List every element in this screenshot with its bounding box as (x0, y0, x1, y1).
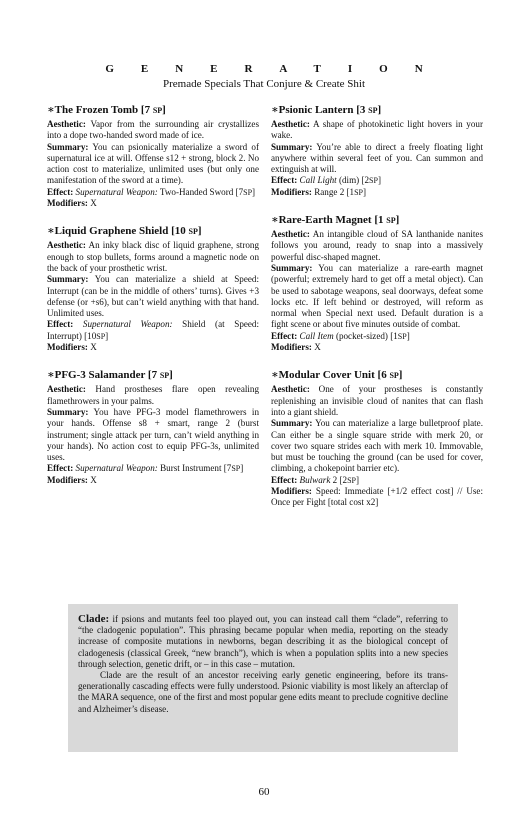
entry-title: ∗The Frozen Tomb [7 SP] (47, 104, 166, 116)
modifiers-text: X (314, 342, 321, 353)
modifiers-text: X (90, 198, 97, 209)
sidebar-paragraph (78, 670, 448, 715)
aesthetic-text: Vapor from the surrounding air crystallizes into a dope two-handed sword made of ice. (47, 119, 259, 141)
page-header (0, 63, 528, 91)
sp-unit: SP (386, 216, 396, 226)
effect-italic: Call Item (299, 330, 334, 341)
sp-unit: SP (389, 371, 399, 381)
sp-unit: SP (354, 187, 364, 197)
effect-field (271, 475, 483, 486)
bullet: ∗ (271, 214, 279, 227)
aesthetic-text: An inky black disc of liquid graphene, strong enough to stop bullets, forms around a magnetic node on the back of your prosthetic wrist. (47, 240, 259, 273)
aesthetic-label: Aesthetic: (47, 240, 86, 251)
aesthetic-label: Aesthetic: (271, 229, 310, 240)
effect-field (271, 331, 483, 342)
chapter-title: GENERATION (105, 63, 450, 75)
modifiers-label: Modifiers: (47, 474, 88, 485)
effect-field (47, 319, 259, 342)
modifiers-field (47, 198, 259, 209)
aesthetic-label: Aesthetic: (271, 384, 310, 395)
bullet: ∗ (271, 104, 279, 116)
modifiers-field (271, 187, 483, 198)
effect-field (271, 175, 483, 186)
summary-text: You can materialize a large bulletproof plate. Can either be a single square stride with merk 20, or cover two square strides each with merk 10. Immovable, but must be touching the ground (can be used for cover, climbing, a chokepoint barrier etc). (271, 418, 483, 474)
aesthetic-field (47, 384, 259, 407)
sp-unit: SP (243, 187, 253, 197)
modifiers-label: Modifiers: (271, 486, 312, 497)
effect-end: ] (377, 175, 381, 186)
modifiers-field (47, 475, 259, 486)
modifiers-label: Modifiers: (47, 342, 88, 353)
effect-text: Two-Handed Sword [7 (159, 186, 244, 197)
summary-label: Summary: (271, 262, 313, 273)
entry-title: ∗Modular Cover Unit [6 SP] (271, 369, 403, 382)
effect-italic: Call Light (299, 175, 337, 186)
effect-label: Effect: (271, 330, 298, 341)
sidebar-paragraph (78, 614, 448, 670)
effect-field (47, 463, 259, 474)
special-entry (271, 369, 483, 508)
bullet: ∗ (47, 104, 55, 116)
summary-field (47, 274, 259, 319)
effect-text: Burst Instrument [7 (160, 463, 232, 474)
modifiers-text: X (90, 474, 97, 485)
effect-label: Effect: (47, 186, 74, 197)
effect-label: Effect: (271, 175, 298, 186)
modifiers-field (271, 486, 483, 509)
effect-italic: Supernatural Weapon: (75, 186, 158, 197)
entry-name: Liquid Graphene Shield (54, 225, 169, 238)
summary-field (47, 407, 259, 463)
sp-unit: SP (397, 331, 407, 341)
left-column (47, 104, 259, 502)
summary-field (47, 142, 259, 187)
entry-cost: 6 (381, 369, 387, 382)
modifiers-label: Modifiers: (271, 186, 312, 197)
right-column (271, 104, 483, 525)
entry-title: ∗PFG-3 Salamander [7 SP] (47, 369, 173, 382)
modifiers-field (47, 342, 259, 353)
aesthetic-field (271, 119, 483, 142)
modifiers-text: Range 2 [1 (314, 186, 355, 197)
entry-title: ∗Rare-Earth Magnet [1 SP] (271, 214, 400, 227)
summary-text: You have PFG-3 model flamethrowers in your hands. Offense s8 + smart, range 2 (burst instrument; single attack per turn, can’t wield anything in your hands). No action cost to equip PFG-3s, unlimited uses. (47, 406, 259, 463)
entry-cost: 1 (378, 214, 384, 227)
sp-unit: SP (152, 106, 163, 115)
special-entry (271, 104, 483, 198)
sp-unit: SP (188, 227, 198, 237)
aesthetic-text: Hand prostheses flare open revealing flamethrowers in your palms. (47, 384, 260, 406)
effect-italic: Bulwark (299, 474, 331, 485)
summary-field (271, 418, 483, 474)
effect-end: ] (406, 330, 410, 341)
summary-label: Summary: (47, 274, 89, 285)
bullet: ∗ (47, 369, 55, 382)
sidebar-text: if psions and mutants feel too played out, you can instead call them “clade”, referring to “the cladogenic population”. This phrasing became popular when media, reporting on the steady increase of composite mutations in newborns, began describing it as the biological concept of cladogenesis (classical Greek, “new branch”), which is when a population splits into a new species through selection, genetic drift, or – in this case – mutation. (78, 614, 448, 669)
effect-italic: Supernatural Weapon: (82, 319, 173, 330)
aesthetic-field (47, 240, 259, 274)
effect-label: Effect: (47, 319, 74, 330)
aesthetic-label: Aesthetic: (47, 119, 86, 129)
entry-name: The Frozen Tomb (54, 104, 139, 116)
effect-field (47, 187, 259, 198)
summary-field (271, 263, 483, 331)
modifiers-end: ] (363, 186, 367, 197)
chapter-subtitle: Premade Specials That Conjure & Create Shit (162, 78, 366, 90)
entry-cost: 3 (359, 104, 366, 116)
bullet: ∗ (47, 225, 55, 238)
aesthetic-text: An intangible cloud of SA lanthanide nanites follows you around, ready to snap into a massively powerful disc-shaped magnet. (271, 229, 483, 262)
summary-text: You can materialize a shield at Speed: Interrupt (can be in the middle of others’ turns). Gives +3 defense (or +s6), but can’t wield anything with that hand. Unlimited uses. (47, 274, 259, 319)
aesthetic-label: Aesthetic: (47, 384, 86, 395)
effect-end: ] (105, 330, 109, 341)
sp-unit: SP (231, 464, 241, 474)
summary-label: Summary: (271, 418, 313, 429)
entry-cost: 7 (151, 369, 158, 382)
aesthetic-text: One of your prostheses is constantly replenishing an invisible cloud of nanites that can flash into a giant shield. (271, 384, 483, 417)
special-entry (47, 104, 259, 209)
special-entry (47, 369, 259, 486)
summary-label: Summary: (47, 141, 89, 152)
special-entry (271, 214, 483, 353)
summary-text: You’re able to direct a freely floating light anywhere within several feet of you. Can summon and extinguish at will. (271, 141, 483, 175)
aesthetic-label: Aesthetic: (271, 119, 310, 129)
summary-label: Summary: (271, 141, 313, 152)
summary-label: Summary: (47, 406, 89, 417)
sp-unit: SP (347, 475, 356, 485)
entry-name: PFG-3 Salamander (54, 369, 146, 382)
aesthetic-field (47, 119, 259, 142)
sp-unit: SP (159, 371, 170, 381)
effect-end: ] (355, 474, 359, 485)
entry-name: Psionic Lantern (278, 104, 354, 116)
entry-title: ∗Psionic Lantern [3 SP] (271, 104, 382, 116)
summary-field (271, 142, 483, 176)
entry-cost: 7 (144, 104, 151, 116)
effect-text: 2 [2 (332, 474, 348, 485)
effect-text: (pocket-sized) [1 (335, 330, 398, 341)
effect-italic: Supernatural Weapon: (75, 463, 158, 474)
effect-end: ] (240, 463, 244, 474)
aesthetic-field (271, 384, 483, 418)
effect-text: Shield (at Speed: Interrupt) [10 (47, 319, 260, 341)
page-number: 60 (258, 786, 270, 798)
effect-label: Effect: (271, 474, 298, 485)
modifiers-label: Modifiers: (271, 342, 312, 353)
entry-title: ∗Liquid Graphene Shield [10 SP] (47, 225, 202, 238)
sp-unit: SP (368, 106, 378, 115)
summary-text: You can materialize a rare-earth magnet (powerful; extremely hard to get off a metal object). Can be used to sabotage weapons, seal doorways, defeat some locks etc. If left behind or destroyed, will reform as normal when Special next used. Default duration is a fight scene or about five minutes outside of combat. (271, 262, 484, 330)
sidebar-term: Clade: (78, 613, 110, 625)
sp-unit: SP (96, 331, 106, 341)
modifiers-text: X (90, 342, 97, 353)
sp-unit: SP (369, 176, 378, 186)
entry-name: Modular Cover Unit (278, 369, 375, 382)
summary-text: You can psionically materialize a sword of supernatural ice at will. Offense s12 + strong, block 2. No action cost to materialize, unlimited uses (but only one manifestation of the sword at a time). (47, 141, 260, 186)
special-entry (47, 225, 259, 353)
sidebar-text: Clade are the result of an ancestor receiving early genetic engineering, before its trans-generationally cascading effects were fully understood. Psionic viability is most likely an afterclap of the MARA sequence, one of the first and most popular gene edits meant to preclude cognitive decline and Alzheimer’s disease. (78, 670, 448, 714)
effect-label: Effect: (47, 463, 74, 474)
effect-text: (dim) [2 (338, 175, 370, 186)
entry-cost: 10 (174, 225, 186, 238)
modifiers-label: Modifiers: (47, 198, 88, 209)
clade-sidebar (68, 604, 458, 752)
aesthetic-field (271, 229, 483, 263)
entry-name: Rare-Earth Magnet (278, 214, 372, 227)
modifiers-text: Speed: Immediate [+1/2 effect cost] // Use: Once per Fight [total cost x2] (271, 486, 483, 508)
modifiers-field (271, 342, 483, 353)
aesthetic-text: A shape of photokinetic light hovers in your wake. (271, 119, 483, 141)
effect-end: ] (252, 186, 256, 197)
bullet: ∗ (271, 369, 279, 382)
